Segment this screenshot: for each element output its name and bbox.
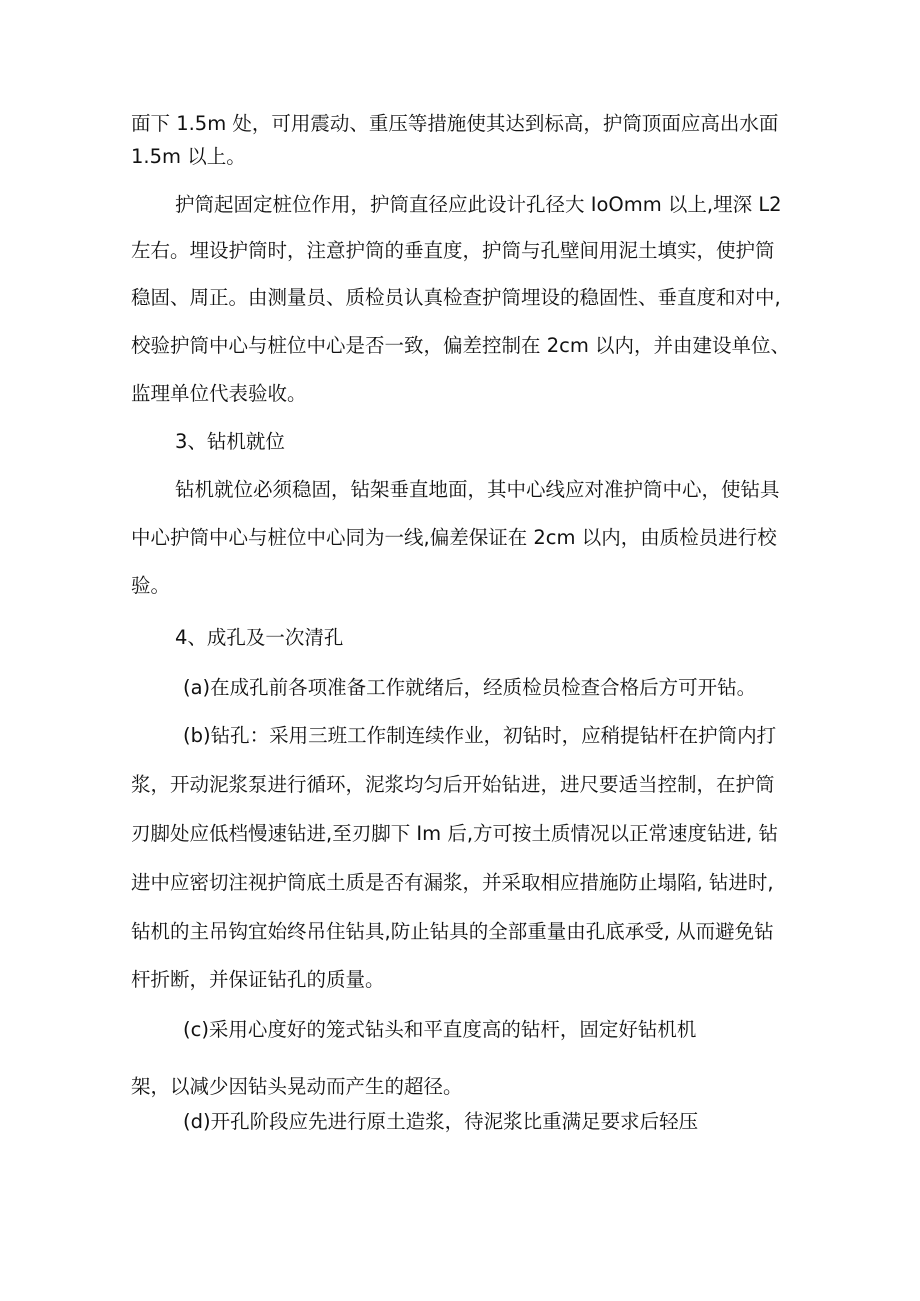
text-line: 中心护筒中心与桩位中心同为一线,偏差保证在 2cm 以内，由质检员进行校 [131,526,777,549]
text-line: (b)钻孔：采用三班工作制连续作业，初钻时，应稍提钻杆在护筒内打 [183,724,777,747]
section-heading: 4、成孔及一次清孔 [175,626,344,649]
text-line: 浆，开动泥浆泵进行循环，泥浆均匀后开始钻进，进尺要适当控制，在护筒 [131,773,775,796]
text-line: 监理单位代表验收。 [131,382,307,405]
text-line: 1.5m 以上。 [131,145,246,168]
section-heading: 3、钻机就位 [175,430,285,453]
text-line: (c)采用心度好的笼式钻头和平直度高的钻杆，固定好钻机机 [183,1018,697,1041]
text-line: (d)开孔阶段应先进行原土造浆，待泥浆比重满足要求后轻压 [183,1110,699,1133]
text-line: 钻机的主吊钩宜始终吊住钻具,防止钻具的全部重量由孔底承受, 从而避免钻 [131,920,774,943]
text-line: 稳固、周正。由测量员、质检员认真检查护筒埋设的稳固性、垂直度和对中, [131,286,781,309]
text-line: 护筒起固定桩位作用，护筒直径应此设计孔径大 IoOmm 以上,埋深 L2 [175,193,782,216]
text-line: 进中应密切注视护筒底土质是否有漏浆，并采取相应措施防止塌陷, 钻进时, [131,871,774,894]
text-line: 验。 [131,574,171,597]
text-line: 面下 1.5m 处，可用震动、重压等措施使其达到标高，护筒顶面应高出水面 [131,112,779,135]
text-line: 刃脚处应低档慢速钻进,至刃脚下 Im 后,方可按土质情况以正常速度钻进, 钻 [131,822,778,845]
text-line: 钻机就位必须稳固，钻架垂直地面，其中心线应对准护筒中心，使钻具 [175,478,780,501]
text-line: 校验护筒中心与桩位中心是否一致，偏差控制在 2cm 以内，并由建设单位、 [131,334,791,357]
text-line: 杆折断，并保证钻孔的质量。 [131,968,385,991]
text-line: (a)在成孔前各项准备工作就绪后，经质检员检查合格后方可开钻。 [183,676,757,699]
text-line: 架，以减少因钻头晃动而产生的超径。 [131,1075,463,1098]
text-line: 左右。埋设护筒时，注意护筒的垂直度，护筒与孔壁间用泥土填实，使护筒 [131,239,775,262]
